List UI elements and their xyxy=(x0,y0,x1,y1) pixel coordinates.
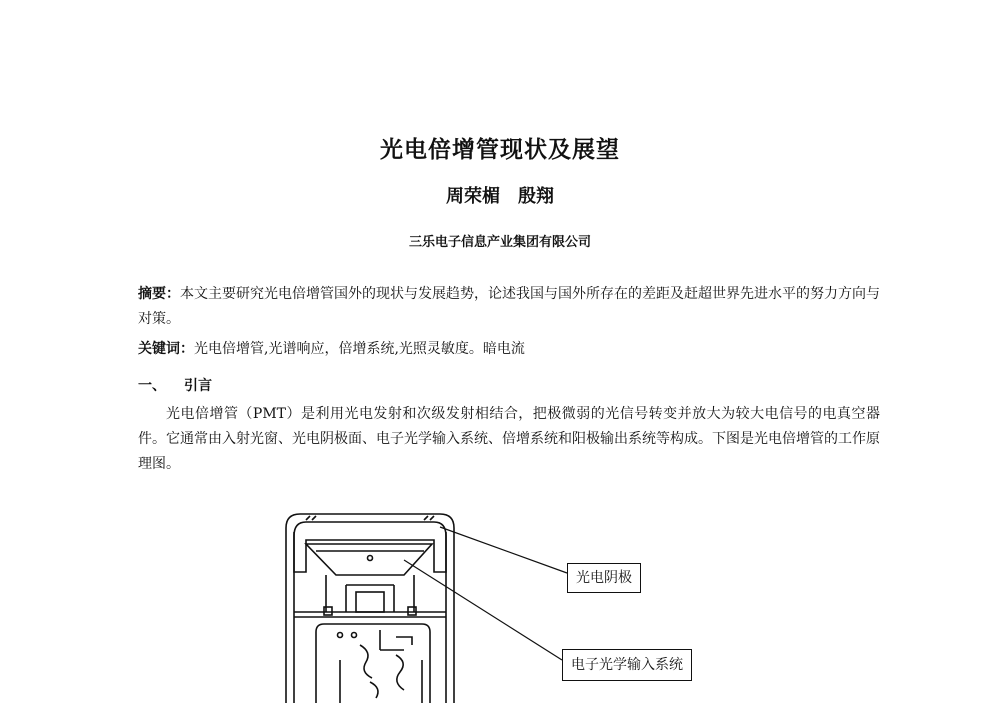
paper-title: 光电倍增管现状及展望 xyxy=(380,137,620,163)
dynode xyxy=(360,645,372,678)
intro-paragraph: 光电倍增管（PMT）是利用光电发射和次级发射相结合，把极微弱的光信号转变并放大为较大电信号的电真空器件。它通常由入射光窗、光电阴极面、电子光学输入系统、倍增系统和阳极输出系统等构成。下图是光电倍增管的工作原理图。 xyxy=(138,406,880,472)
label-electron-optical-input: 电子光学输入系统 xyxy=(562,649,692,681)
dynode xyxy=(370,682,378,698)
leader-input-system xyxy=(404,560,562,660)
dynode-cage xyxy=(316,624,430,703)
section-title: 引言 xyxy=(184,378,212,394)
affiliation: 三乐电子信息产业集团有限公司 xyxy=(408,235,591,250)
focusing-electrode xyxy=(326,575,414,612)
abstract-label: 摘要： xyxy=(138,286,180,302)
leader-photocathode xyxy=(440,527,567,573)
keywords-label: 关键词： xyxy=(138,341,194,357)
section-number: 一、 xyxy=(138,378,166,394)
authors: 周荣楣 殷翔 xyxy=(446,186,554,207)
entrance-window xyxy=(294,532,446,572)
dynode xyxy=(396,655,404,690)
tube-envelope xyxy=(286,514,454,703)
label-photocathode: 光电阴极 xyxy=(567,563,641,593)
abstract-text: 本文主要研究光电倍增管国外的现状与发展趋势，论述我国与国外所存在的差距及赶超世界先进水平的努力方向与对策。 xyxy=(138,286,880,327)
keywords-text: 光电倍增管,光谱响应，倍增系统,光照灵敏度。暗电流 xyxy=(194,341,525,357)
